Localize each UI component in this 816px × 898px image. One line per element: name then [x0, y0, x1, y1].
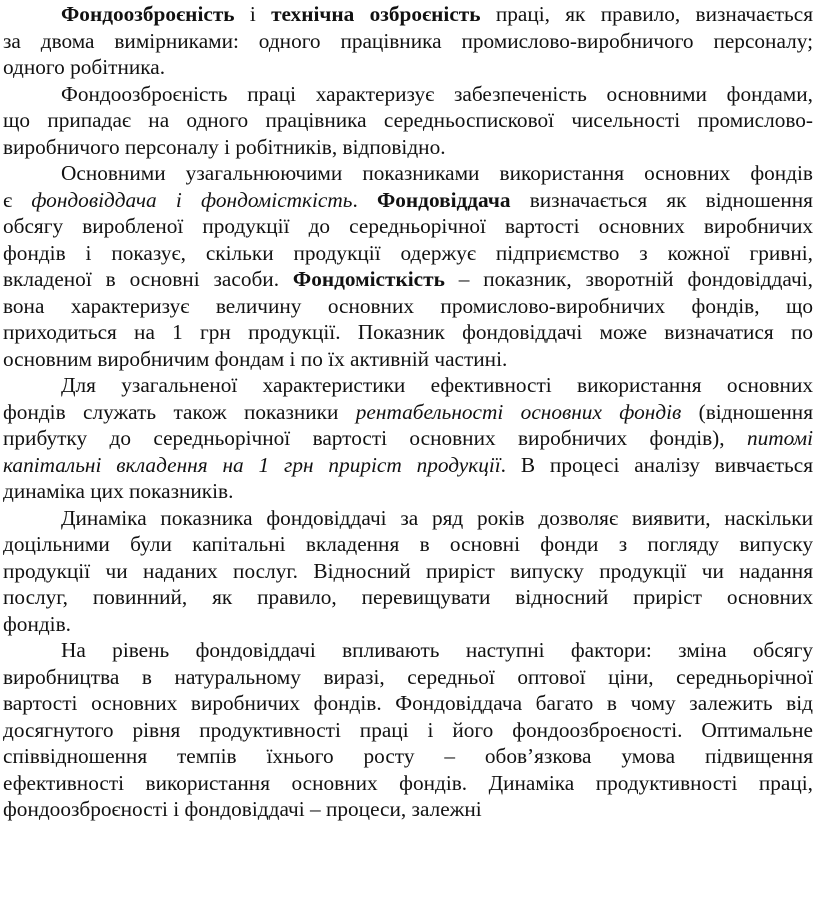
text-line	[3, 584, 813, 611]
text-run: є	[3, 187, 32, 212]
text-line	[3, 160, 813, 187]
text-run: вартості основних виробничих фондів. Фондовіддача багато в чому залежить від	[3, 691, 813, 715]
text-run: вкладеної в основні засоби.	[3, 267, 293, 291]
text-run: прибутку до середньорічної вартості основних виробничих фондів),	[3, 426, 747, 450]
text-line	[3, 505, 813, 532]
bold-term: Фондоозброєність	[61, 2, 235, 26]
text-line	[3, 743, 813, 770]
text-run: співвідношення темпів їхнього росту – обов’язкова умова підвищення	[3, 744, 813, 768]
text-run: виробничого персоналу і робітників, відповідно.	[3, 134, 446, 159]
text-run: доцільними були капітальні вкладення в основні фонди з погляду випуску	[3, 532, 813, 556]
text-run: одного робітника.	[3, 55, 166, 79]
text-line	[3, 372, 813, 399]
text-line	[3, 637, 813, 664]
text-run: за двома вимірниками: одного працівника промислово-виробничого персоналу;	[3, 28, 813, 53]
italic-term: фондовіддача і фондомісткість	[31, 187, 353, 212]
text-line	[3, 531, 813, 558]
text-line	[3, 611, 813, 638]
text-run: досягнутого рівня продуктивності праці і його фондоозброєності. Оптимальне	[3, 717, 813, 742]
text-run: обсягу виробленої продукції до середньорічної вартості основних виробничих	[3, 214, 813, 238]
text-run: фондоозброєності і фондовіддачі – процеси, залежні	[3, 797, 482, 821]
text-run: фондів і показує, скільки продукції одержує підприємство з кожної гривні,	[3, 240, 813, 265]
text-run: послуг, повинний, як правило, перевищувати відносний приріст основних	[3, 585, 813, 609]
text-run: що припадає на одного працівника середньоспискової чисельності промислово-	[3, 108, 813, 132]
text-line	[3, 319, 813, 346]
text-line	[3, 346, 813, 373]
text-line	[3, 187, 813, 214]
text-line	[3, 54, 813, 81]
text-line	[3, 81, 813, 108]
text-line	[3, 558, 813, 585]
italic-term: рентабельності основних фондів	[355, 399, 682, 424]
text-run: основним виробничим фондам і по їх активній частині.	[3, 346, 508, 371]
text-run: ефективності використання основних фондів. Динаміка продуктивності праці,	[3, 770, 813, 795]
text-run: приходиться на 1 грн продукції. Показник фондовіддачі може визначатися по	[3, 320, 813, 344]
paragraph	[3, 160, 813, 372]
text-line	[3, 478, 813, 505]
text-run: динаміка цих показників.	[3, 479, 234, 503]
text-line	[3, 796, 813, 823]
text-line	[3, 425, 813, 452]
text-run: вона характеризує величину основних промислово-виробничих фондів, що	[3, 293, 813, 318]
text-run: – показник, зворотній фондовіддачі,	[444, 267, 813, 291]
paragraph	[3, 505, 813, 638]
text-run: визначається як відношення	[510, 187, 813, 212]
text-run: продукції чи наданих послуг. Відносний приріст випуску продукції чи надання	[3, 558, 813, 583]
text-run: .	[352, 187, 377, 212]
text-line	[3, 107, 813, 134]
italic-term: капітальні вкладення на 1 грн приріст продукції	[3, 452, 501, 477]
text-run: виробництва в натуральному виразі, середньої оптової ціни, середньорічної	[3, 664, 813, 689]
text-line	[3, 399, 813, 426]
text-line	[3, 1, 813, 28]
text-line	[3, 664, 813, 691]
paragraph	[3, 372, 813, 505]
text-run: праці, як правило, визначається	[480, 2, 813, 26]
paragraph	[3, 1, 813, 81]
text-run: (відношення	[681, 399, 813, 424]
text-line	[3, 134, 813, 161]
text-run: Динаміка показника фондовіддачі за ряд років дозволяє виявити, наскільки	[61, 505, 813, 530]
text-run: Для узагальненої характеристики ефективності використання основних	[61, 373, 813, 397]
text-run: На рівень фондовіддачі впливають наступні фактори: зміна обсягу	[61, 638, 813, 662]
bold-term: Фондомісткість	[292, 267, 445, 291]
text-line	[3, 213, 813, 240]
document-page	[0, 1, 816, 898]
text-run: Основними узагальнюючими показниками використання основних фондів	[61, 161, 813, 185]
text-line	[3, 690, 813, 717]
text-line	[3, 293, 813, 320]
text-run: Фондоозброєність праці характеризує забезпеченість основними фондами,	[61, 81, 813, 106]
italic-term: питомі	[746, 426, 813, 450]
text-run: і	[234, 2, 272, 26]
text-line	[3, 452, 813, 479]
text-line	[3, 240, 813, 267]
paragraph	[3, 81, 813, 161]
text-run: . В процесі аналізу вивчається	[500, 452, 813, 477]
bold-term: Фондовіддача	[376, 187, 511, 212]
text-line	[3, 266, 813, 293]
text-run: фондів служать також показники	[3, 399, 356, 424]
text-line	[3, 28, 813, 55]
text-line	[3, 717, 813, 744]
paragraph	[3, 637, 813, 823]
text-line	[3, 770, 813, 797]
bold-term: технічна озброєність	[271, 2, 481, 26]
text-run: фондів.	[3, 611, 71, 636]
